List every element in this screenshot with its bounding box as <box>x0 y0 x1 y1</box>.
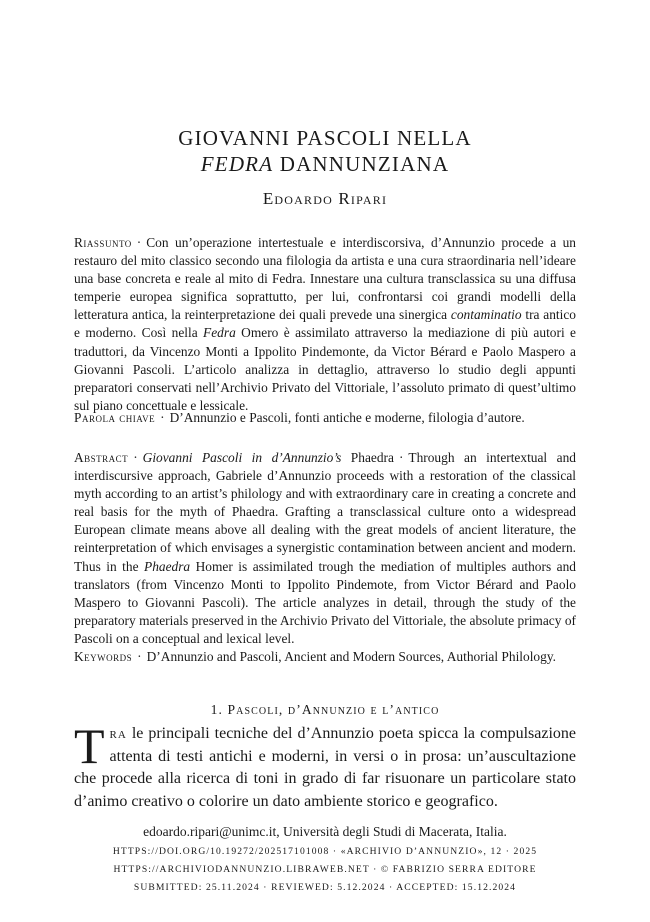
keywords-separator: · <box>137 649 142 664</box>
abstract-text-2: Homer is assimilated trough the mediation of multiples authors and translators (from Vincenzo Monti to Ippolito Pindemote, from Victor Bérard and Paolo Maspero to Giovanni Pascoli). The article analyzes in detail, through the study of the preparatory materials preserved in the Archivio Privato del Vittoriale, the absolute primacy of Pascoli on a conceptual and lexical level. <box>74 558 576 646</box>
riassunto-separator: · <box>136 235 142 250</box>
keywords-text: D’Annunzio and Pascoli, Ancient and Modern Sources, Authorial Philology. <box>146 649 556 664</box>
parola-chiave-text: D’Annunzio e Pascoli, fonti antiche e moderne, filologia d’autore. <box>169 410 525 425</box>
footer-website-line: HTTPS://ARCHIVIODANNUNZIO.LIBRAWEB.NET · © FABRIZIO SERRA EDITORE <box>113 864 537 875</box>
first-word-rest: ra <box>109 725 127 742</box>
section-title: Pascoli, d’Annunzio e l’antico <box>227 702 440 717</box>
body-text: le principali tecniche del d’Annunzio poeta spicca la compulsazione attenta di testi antichi e moderni, in versi o in prosa: un’auscultazione che procede alla ricerca di toni in grado di far risuonare un particolare stato d’animo creativo o colorire un dato ambiente storico e geografico. <box>74 725 576 810</box>
riassunto-text-1: Con un’operazione intertestuale e interdiscorsiva, d’Annunzio procede a un restauro del mito classico secondo una filologia da artista e una cura straordinaria nell’ideare una base concreta e reale al mito di Fedra. Innestare una cultura transclassica su una diffusa temperie europea significa soprattutto, per lui, confrontarsi coi grandi modelli della letteratura antica, la reinterpretazione dei quali prevede una sinergica <box>74 235 576 323</box>
abstract-title-italic: Giovanni Pascoli in d’Annunzio’s <box>142 450 342 465</box>
abstract-separator-2: · <box>398 450 404 465</box>
keywords-label: Keywords <box>74 649 133 664</box>
body-paragraph <box>74 718 576 813</box>
riassunto-text-2: tra antico e moderno. Così nella <box>74 307 576 341</box>
riassunto-label: Riassunto <box>74 235 132 250</box>
parola-chiave-block <box>74 409 576 427</box>
section-heading <box>0 702 650 718</box>
article-author: Edoardo Ripari <box>262 189 388 208</box>
article-title-rest: DANNUNZIANA <box>273 152 450 176</box>
article-title-italic: FEDRA <box>200 152 274 176</box>
abstract-text-1: Through an intertextual and interdiscursive approach, Gabriele d’Annunzio proceeds with a restoration of the classical myth according to an artist’s philology and with extraordinary care in creating a concrete and real basis for the myth of Phaedra. Grafting a transclassical culture onto a widespread European climate means above all dealing with the great models of ancient literature, the reinterpretation of which envisages a synergistic contamination between ancient and modern. Thus in the <box>74 450 576 574</box>
abstract-block <box>74 449 576 648</box>
riassunto-italic-1: contaminatio <box>450 307 522 323</box>
author-affiliation: edoardo.ripari@unimc.it, Università degli Studi di Macerata, Italia. <box>143 824 507 839</box>
article-title-line-1: GIOVANNI PASCOLI NELLA <box>178 126 472 150</box>
parola-chiave-label: Parola chiave <box>74 410 156 425</box>
keywords-block <box>74 648 576 666</box>
section-number: 1. <box>210 702 223 717</box>
footer-doi-line: HTTPS://DOI.ORG/10.19272/202517101008 · «ARCHIVIO D’ANNUNZIO», 12 · 2025 <box>112 846 538 857</box>
riassunto-text-3: Omero è assimilato attraverso la mediazione di più autori e traduttori, da Vincenzo Monti a Ippolito Pindemonte, da Victor Bérard e Paolo Maspero a Giovanni Pascoli. L’articolo analizza in dettaglio, attraverso lo studio degli appunti preparatori conservati nell’Archivio Privato del Vittoriale, l’assoluto primato di quest’ultimo sul piano concettuale e lessicale. <box>74 325 576 413</box>
riassunto-italic-2: Fedra <box>203 325 236 341</box>
parola-chiave-separator: · <box>160 410 165 425</box>
footer-dates-line: SUBMITTED: 25.11.2024 · REVIEWED: 5.12.2024 · ACCEPTED: 15.12.2024 <box>133 882 517 893</box>
abstract-italic-1: Phaedra <box>144 558 191 574</box>
abstract-title-rest: Phaedra <box>341 450 394 465</box>
article-title-line-2 <box>0 152 650 177</box>
abstract-separator: · <box>133 450 138 465</box>
drop-cap: T <box>74 718 105 774</box>
abstract-label: Abstract <box>74 450 129 465</box>
riassunto-block <box>74 234 576 415</box>
